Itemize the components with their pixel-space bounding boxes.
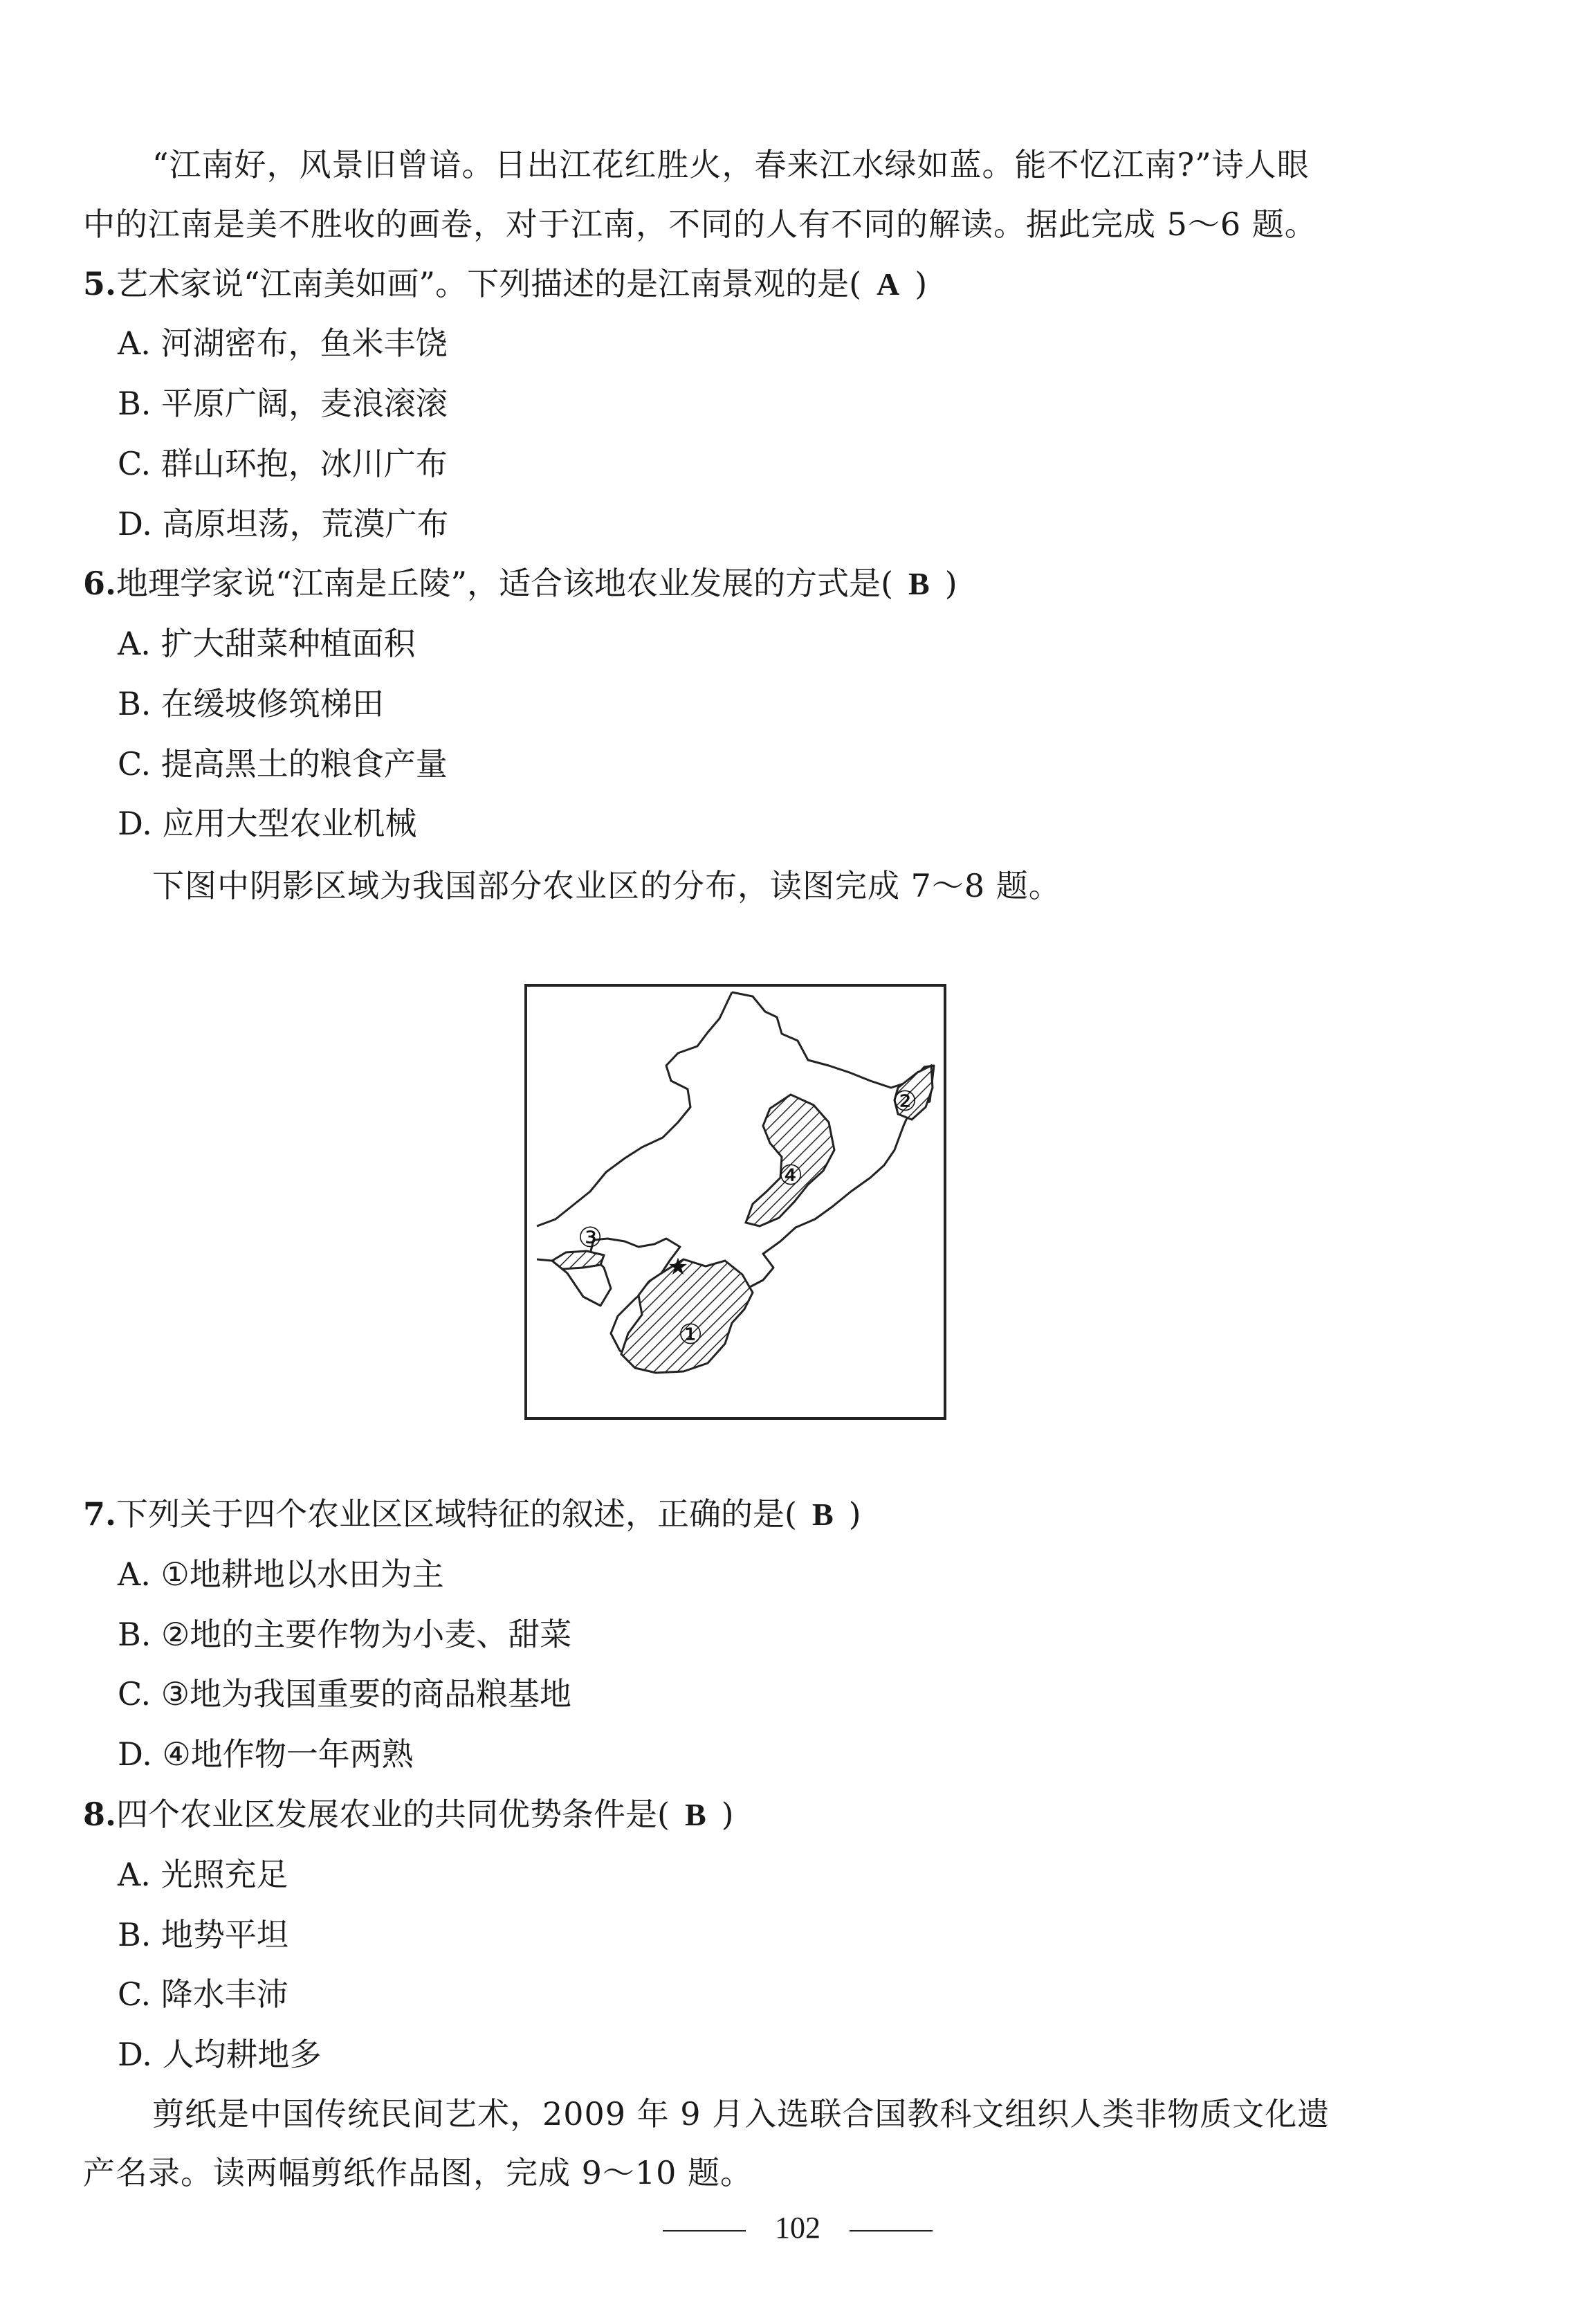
label-region-3: ③ [578,1222,603,1254]
q7-option-b: B. ②地的主要作物为小麦、甜菜 [118,1616,572,1653]
question-number: 7. [83,1495,117,1533]
q8-option-c: C. 降水丰沛 [118,1975,288,2013]
q8-option-b: B. 地势平坦 [118,1916,289,1953]
question-8 [83,1794,734,1836]
map-intro: 下图中阴影区域为我国部分农业区的分布，读图完成 7～8 题。 [152,867,1061,904]
capital-star-icon: ★ [667,1253,689,1281]
page-number: 102 [775,2211,820,2245]
question-number: 8. [83,1796,117,1833]
q8-option-d: D. 人均耕地多 [118,2036,322,2073]
q5-option-b: B. 平原广阔，麦浪滚滚 [118,385,448,422]
q5-option-c: C. 群山环抱，冰川广布 [118,445,448,482]
intro-passage-line-2: 中的江南是美不胜收的画卷，对于江南，不同的人有不同的解读。据此完成 5～6 题。 [83,206,1317,243]
intro-passage-line-1: “江南好，风景旧曾谙。日出江花红胜火，春来江水绿如蓝。能不忆江南?”诗人眼 [152,146,1310,183]
bracket-close: ) [848,1495,861,1533]
answer-mark: B [684,1797,706,1832]
q8-option-a: A. 光照充足 [118,1856,288,1893]
question-number: 6. [83,565,117,602]
q5-option-d: D. 高原坦荡，荒漠广布 [118,505,449,542]
q6-option-c: C. 提高黑土的粮食产量 [118,745,448,783]
answer-mark: A [877,266,900,302]
page-footer [0,2207,1596,2249]
question-stem: 下列关于四个农业区区域特征的叙述，正确的是( [116,1495,797,1533]
question-5 [83,263,927,305]
q7-option-a: A. ①地耕地以水田为主 [118,1555,444,1593]
question-stem: 地理学家说“江南是丘陵”，适合该地农业发展的方式是( [116,565,894,602]
answer-mark: B [811,1497,834,1532]
map-frame [526,985,945,1418]
question-stem: 艺术家说“江南美如画”。下列描述的是江南景观的是( [116,265,862,302]
papercut-intro-line-2: 产名录。读两幅剪纸作品图，完成 9～10 题。 [83,2154,753,2191]
label-region-2: ② [892,1086,917,1117]
label-region-4: ④ [778,1160,803,1192]
q6-option-a: A. 扩大甜菜种植面积 [118,625,416,662]
agriculture-region-map [524,984,946,1420]
question-stem: 四个农业区发展农业的共同优势条件是( [116,1796,670,1833]
q5-option-a: A. 河湖密布，鱼米丰饶 [118,325,448,362]
footer-rule-right [850,2230,933,2232]
map-svg [524,984,946,1420]
papercut-intro-line-1: 剪纸是中国传统民间艺术，2009 年 9 月入选联合国教科文组织人类非物质文化遗 [152,2095,1330,2133]
bracket-close: ) [944,565,957,602]
bracket-close: ) [721,1796,734,1833]
answer-mark: B [908,566,930,601]
question-number: 5. [83,265,117,302]
label-region-1: ① [678,1319,703,1351]
footer-rule-left [663,2230,746,2232]
question-7 [83,1493,861,1535]
q6-option-b: B. 在缓坡修筑梯田 [118,685,385,722]
q6-option-d: D. 应用大型农业机械 [118,805,417,842]
question-6 [83,563,957,605]
q7-option-c: C. ③地为我国重要的商品粮基地 [118,1675,572,1713]
bracket-close: ) [915,265,928,302]
q7-option-d: D. ④地作物一年两熟 [118,1735,414,1773]
